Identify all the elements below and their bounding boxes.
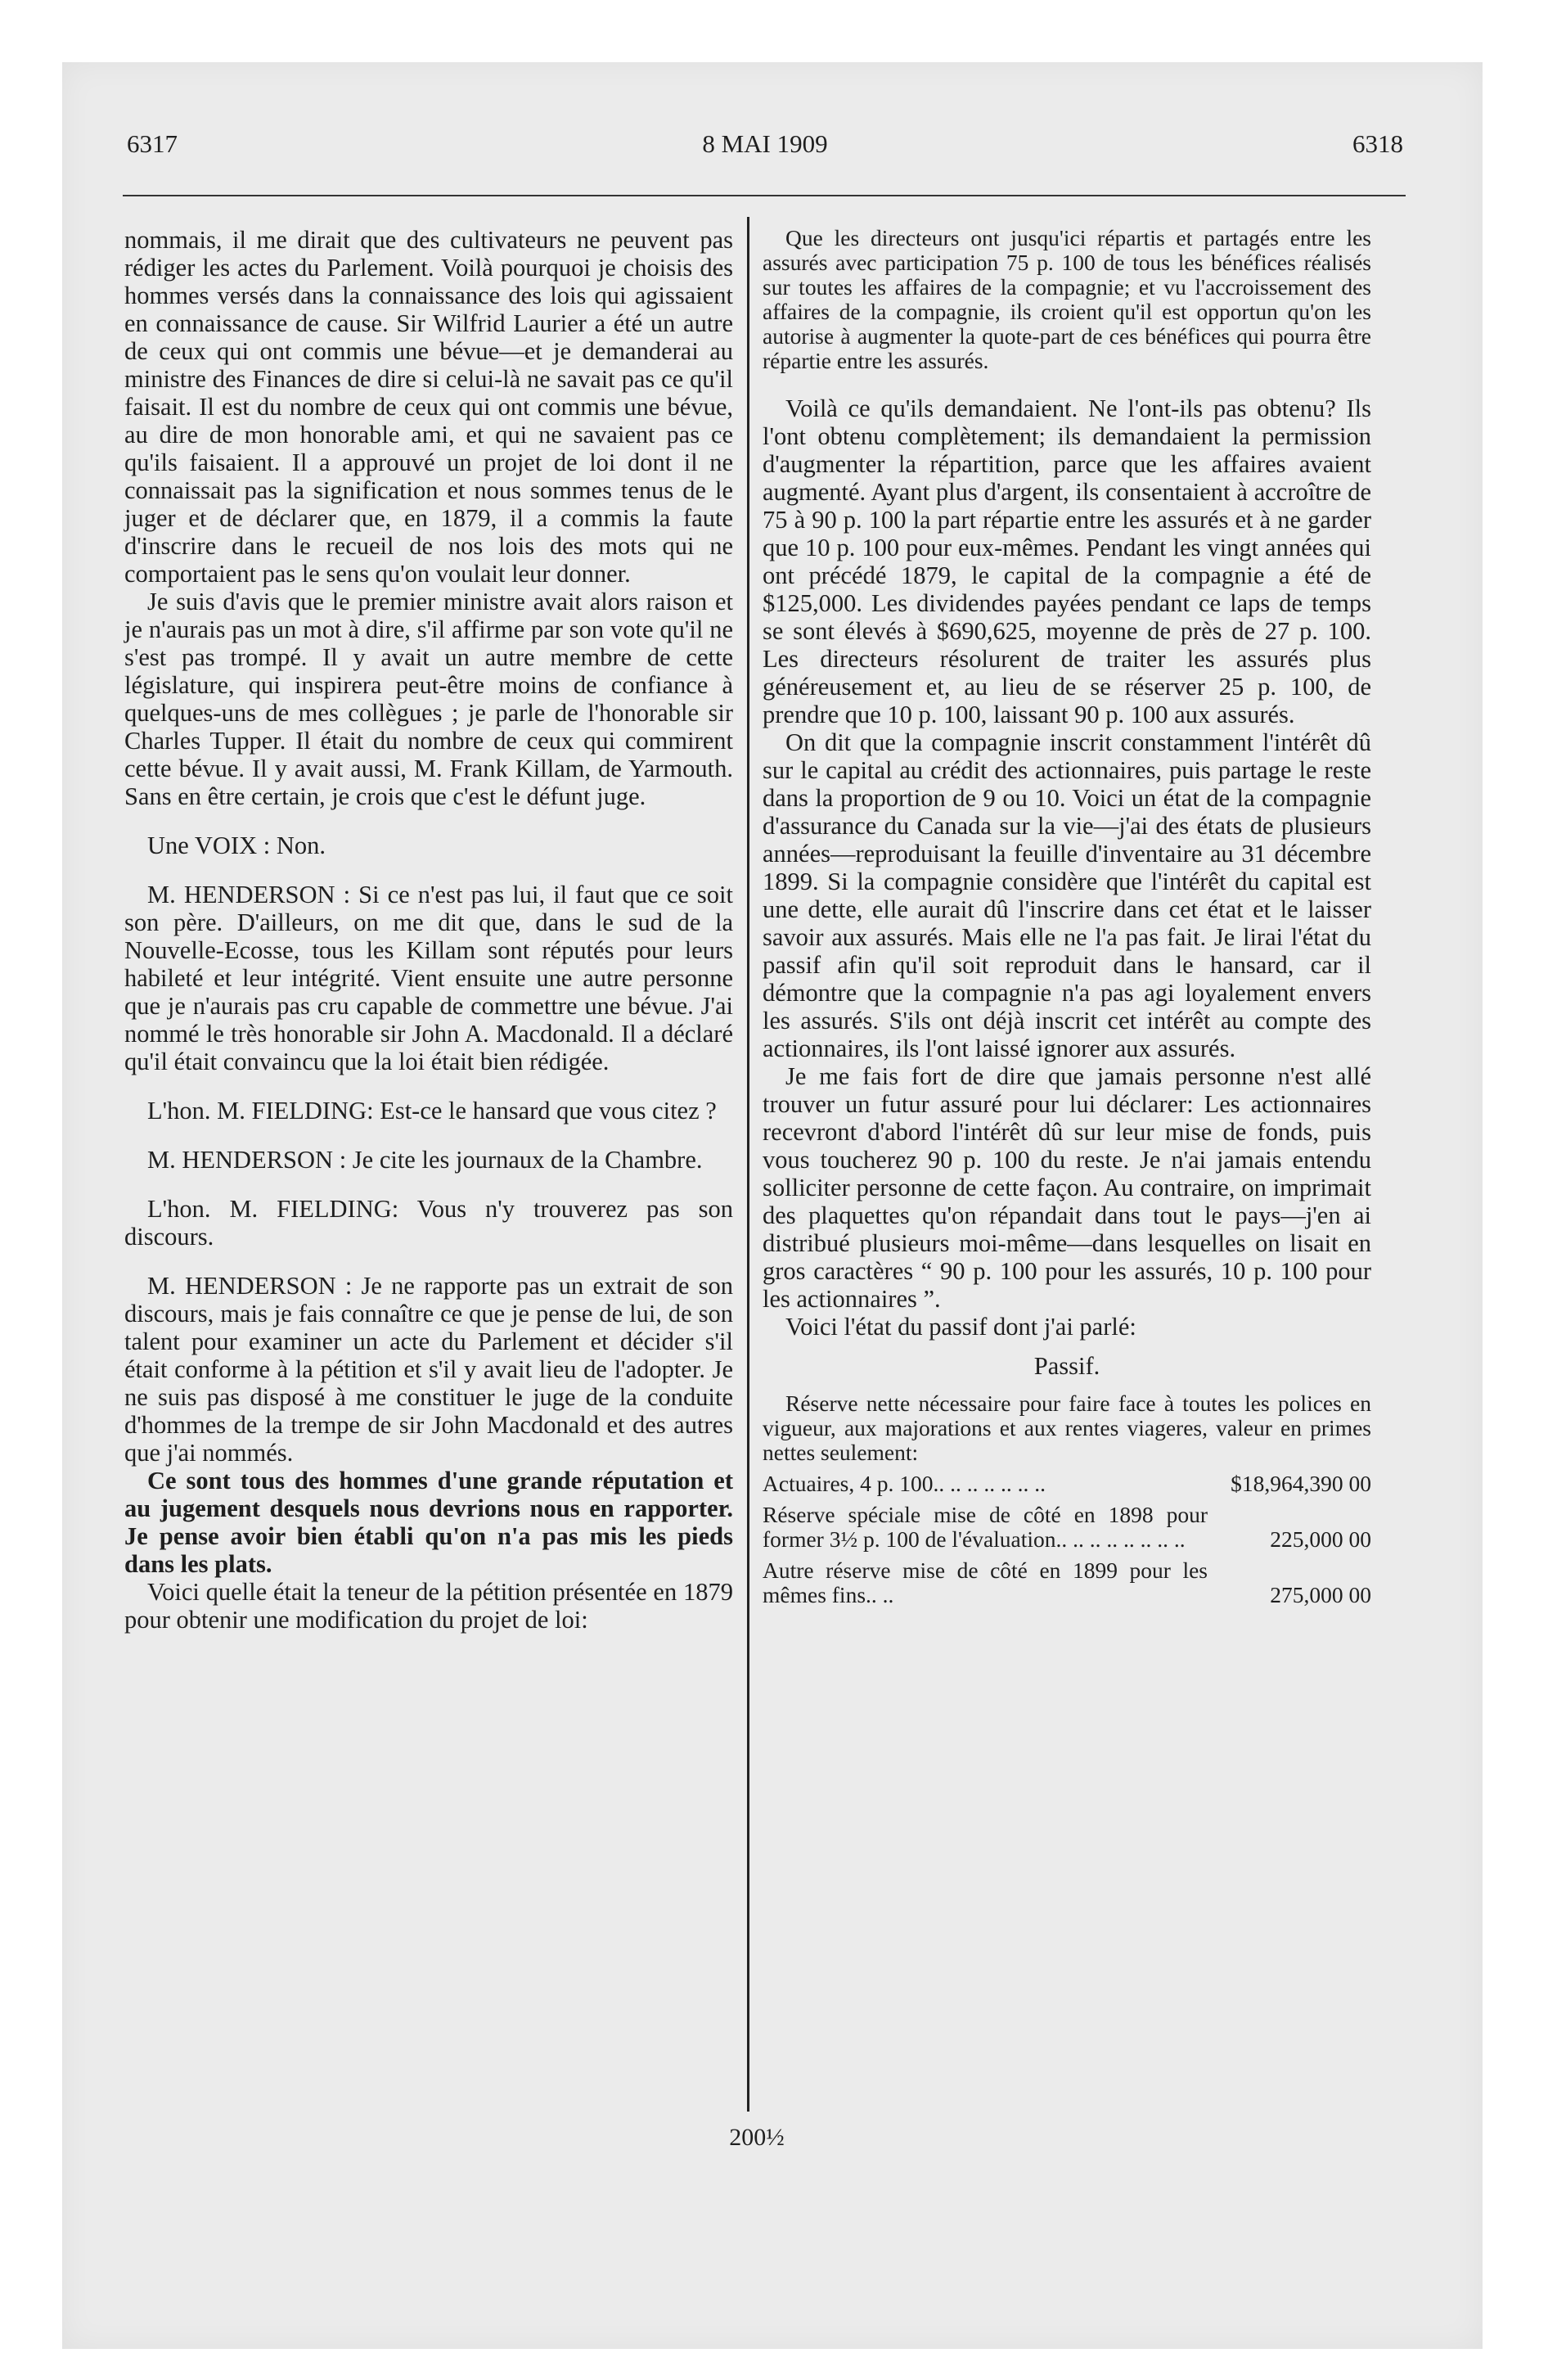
paragraph: nommais, il me dirait que des cultivateurs ne peuvent pas rédiger les actes du Parlement. Voilà pourquoi je choisis des hommes versés dans la connaissance des lois qui agissaient en connaissance de cause. Sir Wilfrid Laurier a été un autre de ceux qui ont commis une bévue—et je demanderai au ministre des Finances de dire si celui-là ne savait pas ce qu'il faisait. Il est du nombre de ceux qui ont commis une bévue, au dire de mon honorable ami, et qui ne savaient pas ce qu'ils faisaient. Il a approuvé un projet de loi dont il ne connaissait pas la signification et nous sommes tenus de le juger et de déclarer que, en 1879, il a commis la faute d'inscrire dans le recueil de nos lois des mots qui ne comportaient pas le sens qu'on voulait leur donner. [124, 226, 733, 588]
passif-entry-amount: $18,964,390 00 [1231, 1471, 1371, 1496]
folio-number: 200½ [729, 2124, 785, 2151]
passif-entry-amount: 225,000 00 [1270, 1526, 1371, 1552]
petition-quote: Que les directeurs ont jusqu'ici répartis et partagés entre les assurés avec participation 75 p. 100 de tous les bénéfices réalisés sur toutes les affaires de la compagnie; et vu l'accroissement des affaires de la compagnie, ils croient qu'il est opportun qu'on les autorise à augmenter la quote-part de ces bénéfices qui pourra être répartie entre les assurés. [763, 225, 1371, 373]
page-date: 8 MAI 1909 [702, 129, 828, 158]
passif-entry-label: Autre réserve mise de côté en 1899 pour les mêmes fins.. .. [763, 1557, 1208, 1607]
passif-entry-label: Actuaires, 4 p. 100.. .. .. .. .. .. .. [763, 1471, 1046, 1496]
passif-entry-amount: 275,000 00 [1270, 1582, 1371, 1607]
paragraph: Voici l'état du passif dont j'ai parlé: [785, 1313, 1136, 1341]
right-column [763, 226, 1371, 1607]
column-divider [747, 217, 749, 2112]
page-header [127, 129, 1403, 162]
passif-entry [763, 1558, 1371, 1607]
passif-heading: Passif. [1033, 1352, 1100, 1380]
page-number-left: 6317 [127, 129, 178, 158]
paragraph: L'hon. M. FIELDING: Vous n'y trouverez pas son discours. [124, 1195, 733, 1251]
paragraph: Une VOIX : Non. [147, 832, 326, 859]
paragraph: Je suis d'avis que le premier ministre avait alors raison et je n'aurais pas un mot à dire, s'il affirme par son vote qu'il ne s'est pas trompé. Il y avait un autre membre de cette législature, qui inspirera peut-être moins de confiance à quelques-uns de mes collègues ; je parle de l'honorable sir Charles Tupper. Il était du nombre de ceux qui commirent cette bévue. Il y avait aussi, M. Frank Killam, de Yarmouth. Sans en être certain, je crois que c'est le défunt juge. [124, 588, 733, 810]
paragraph: M. HENDERSON : Si ce n'est pas lui, il faut que ce soit son père. D'ailleurs, on me dit que, dans le sud de la Nouvelle-Ecosse, tous les Killam sont réputés pour leurs habileté et leur intégrité. Vient ensuite une autre personne que je n'aurais pas cru capable de commettre une bévue. J'ai nommé le très honorable sir John A. Macdonald. Il a déclaré qu'il était convaincu que la loi était bien rédigée. [124, 881, 733, 1075]
passif-entry-label: Réserve spéciale mise de côté en 1898 pour former 3½ p. 100 de l'évaluation.. .. .. .. .. .. .. .. [763, 1502, 1208, 1552]
header-rule [123, 195, 1406, 196]
paragraph: Voilà ce qu'ils demandaient. Ne l'ont-ils pas obtenu? Ils l'ont obtenu complètement; ils demandaient la permission d'augmenter la répartition, parce que les affaires avaient augmenté. Ayant plus d'argent, ils consentaient à accroître de 75 à 90 p. 100 la part répartie entre les assurés et à ne garder que 10 p. 100 pour eux-mêmes. Pendant les vingt années qui ont précédé 1879, le capital de la compagnie a été de $125,000. Les dividendes payées pendant ce laps de temps se sont élevés à $690,625, moyenne de près de 27 p. 100. Les directeurs résolurent de traiter les assurés plus généreusement et, au lieu de se réserver 25 p. 100, de prendre que 10 p. 100, laissant 90 p. 100 aux assurés. [763, 394, 1371, 728]
passif-intro: Réserve nette nécessaire pour faire face à toutes les polices en vigueur, aux majorations et aux rentes viageres, valeur en primes nettes seulement: [763, 1391, 1371, 1465]
paragraph: On dit que la compagnie inscrit constamment l'intérêt dû sur le capital au crédit des actionnaires, puis partage le reste dans la proportion de 9 ou 10. Voici un état de la compagnie d'assurance du Canada sur la vie—j'ai des états de plusieurs années—reproduisant la feuille d'inventaire au 31 décembre 1899. Si la compagnie considère que l'intérêt du capital est une dette, elle aurait dû l'inscrire dans cet état et le laisser savoir aux assurés. Mais elle ne l'a pas fait. Je lirai l'état du passif afin qu'il soit reproduit dans le hansard, car il démontre que la compagnie n'a pas agi loyalement envers les assurés. S'ils ont déjà inscrit cet intérêt au compte des actionnaires, ils l'ont laissé ignorer aux assurés. [763, 728, 1371, 1062]
paragraph: M. HENDERSON : Je cite les journaux de la Chambre. [147, 1146, 703, 1174]
paragraph: Voici quelle était la teneur de la pétition présentée en 1879 pour obtenir une modification du projet de loi: [124, 1578, 733, 1634]
passif-entry [763, 1472, 1371, 1496]
paragraph: L'hon. M. FIELDING: Est-ce le hansard que vous citez ? [147, 1097, 717, 1125]
paragraph: Je me fais fort de dire que jamais personne n'est allé trouver un futur assuré pour lui déclarer: Les actionnaires recevront d'abord l'intérêt dû sur leur mise de fonds, puis vous toucherez 90 p. 100 du reste. Je n'ai jamais entendu solliciter personne de cette façon. Au contraire, on imprimait des plaquettes qu'on répandait dans tout le pays—j'en ai distribué plusieurs moi-même—dans lesquelles on lisait en gros caractères “ 90 p. 100 pour les assurés, 10 p. 100 pour les actionnaires ”. [763, 1062, 1371, 1313]
left-column [124, 226, 733, 1634]
paragraph: Ce sont tous des hommes d'une grande réputation et au jugement desquels nous devrions nous en rapporter. Je pense avoir bien établi qu'on n'a pas mis les pieds dans les plats. [124, 1467, 733, 1578]
page-number-right: 6318 [1352, 129, 1403, 158]
passif-entry [763, 1503, 1371, 1552]
paragraph: M. HENDERSON : Je ne rapporte pas un extrait de son discours, mais je fais connaître ce que je pense de lui, de son talent pour examiner un acte du Parlement et décider s'il était conforme à la pétition et s'il y avait lieu de l'adopter. Je ne suis pas disposé à me constituer le juge de la conduite d'hommes de la trempe de sir John Macdonald et des autres que j'ai nommés. [124, 1272, 733, 1467]
